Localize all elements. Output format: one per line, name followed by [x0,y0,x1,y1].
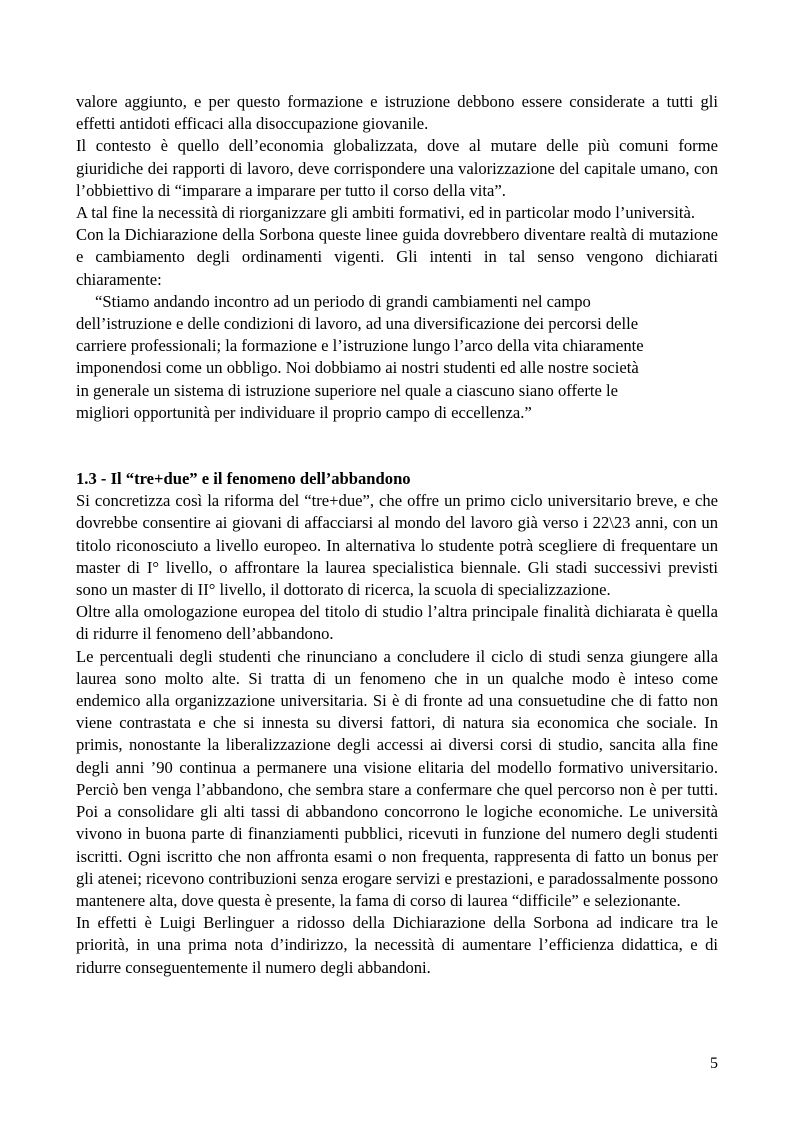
paragraph-tre-due: Si concretizza così la riforma del “tre+due”, che offre un primo ciclo universitario breve, e che dovrebbe consentire ai giovani di affacciarsi al mondo del lavoro già verso i 22\23 anni, con un titolo riconosciuto a livello europeo. In alternativa lo studente potrà scegliere di frequentare un master di I° livello, o affrontare la laurea specialistica biennale. Gli stadi successivi previsti sono un master di II° livello, il dottorato di ricerca, la scuola di specializzazione. [76,491,718,600]
quote-line: carriere professionali; la formazione e l’istruzione lungo l’arco della vita chiaramente [76,336,644,356]
section-heading: 1.3 - Il “tre+due” e il fenomeno dell’abbandono [76,469,411,489]
document-body [76,91,718,979]
page-number: 5 [710,1055,718,1072]
paragraph-berlinguer: In effetti è Luigi Berlinguer a ridosso della Dichiarazione della Sorbona ad indicare tra le priorità, in una prima nota d’indirizzo, la necessità di aumentare l’efficienza didattica, e di ridurre conseguentemente il numero degli abbandoni. [76,913,718,977]
quote-line: imponendosi come un obbligo. Noi dobbiamo ai nostri studenti ed alle nostre società [76,358,639,378]
paragraph-a-tal-fine: A tal fine la necessità di riorganizzare gli ambiti formativi, ed in particolar modo l’università. [76,203,695,223]
quote-line: migliori opportunità per individuare il proprio campo di eccellenza.” [76,402,532,422]
quote-line: dell’istruzione e delle condizioni di lavoro, ad una diversificazione dei percorsi delle [76,314,639,334]
paragraph-valore-aggiunto: valore aggiunto, e per questo formazione e istruzione debbono essere considerate a tutti gli effetti antidoti efficaci alla disoccupazione giovanile. [76,92,718,134]
sorbona-quote [76,291,718,424]
paragraph-dichiarazione-sorbona: Con la Dichiarazione della Sorbona queste linee guida dovrebbero diventare realtà di mutazione e cambiamento degli ordinamenti vigenti. Gli intenti in tal senso vengono dichiarati chiaramente: [76,225,718,289]
paragraph-omologazione: Oltre alla omologazione europea del titolo di studio l’altra principale finalità dichiarata è quella di ridurre il fenomeno dell’abbandono. [76,602,718,644]
quote-line: “Stiamo andando incontro ad un periodo di grandi cambiamenti nel campo [95,291,591,311]
quote-line: in generale un sistema di istruzione superiore nel quale a ciascuno siano offerte le [76,380,619,400]
paragraph-contesto: Il contesto è quello dell’economia globalizzata, dove al mutare delle più comuni forme giuridiche dei rapporti di lavoro, deve corrispondere una valorizzazione del capitale umano, con l’obbiettivo di “imparare a imparare per tutto il corso della vita”. [76,136,718,200]
paragraph-percentuali: Le percentuali degli studenti che rinunciano a concludere il ciclo di studi senza giungere alla laurea sono molto alte. Si tratta di un fenomeno che in un qualche modo è inteso come endemico alla organizzazione universitaria. Si è di fronte ad una consuetudine che di fatto non viene contrastata e che si innesta su diversi fattori, di natura sia economica che sociale. In primis, nonostante la liberalizzazione degli accessi ai diversi corsi di studio, sancita alla fine degli anni ’90 continua a permanere una visione elitaria del modello formativo universitario. Perciò ben venga l’abbandono, che sembra stare a confermare che quel percorso non è per tutti. Poi a consolidare gli alti tassi di abbandono concorrono le logiche economiche. Le università vivono in buona parte di finanziamenti pubblici, ricevuti in funzione del numero degli studenti iscritti. Ogni iscritto che non affronta esami o non frequenta, rappresenta di fatto un bonus per gli atenei; ricevono contribuzioni senza erogare servizi e prestazioni, e paradossalmente possono mantenere alta, dove questa è presente, la fama di corso di laurea “difficile” e selezionante. [76,646,718,910]
